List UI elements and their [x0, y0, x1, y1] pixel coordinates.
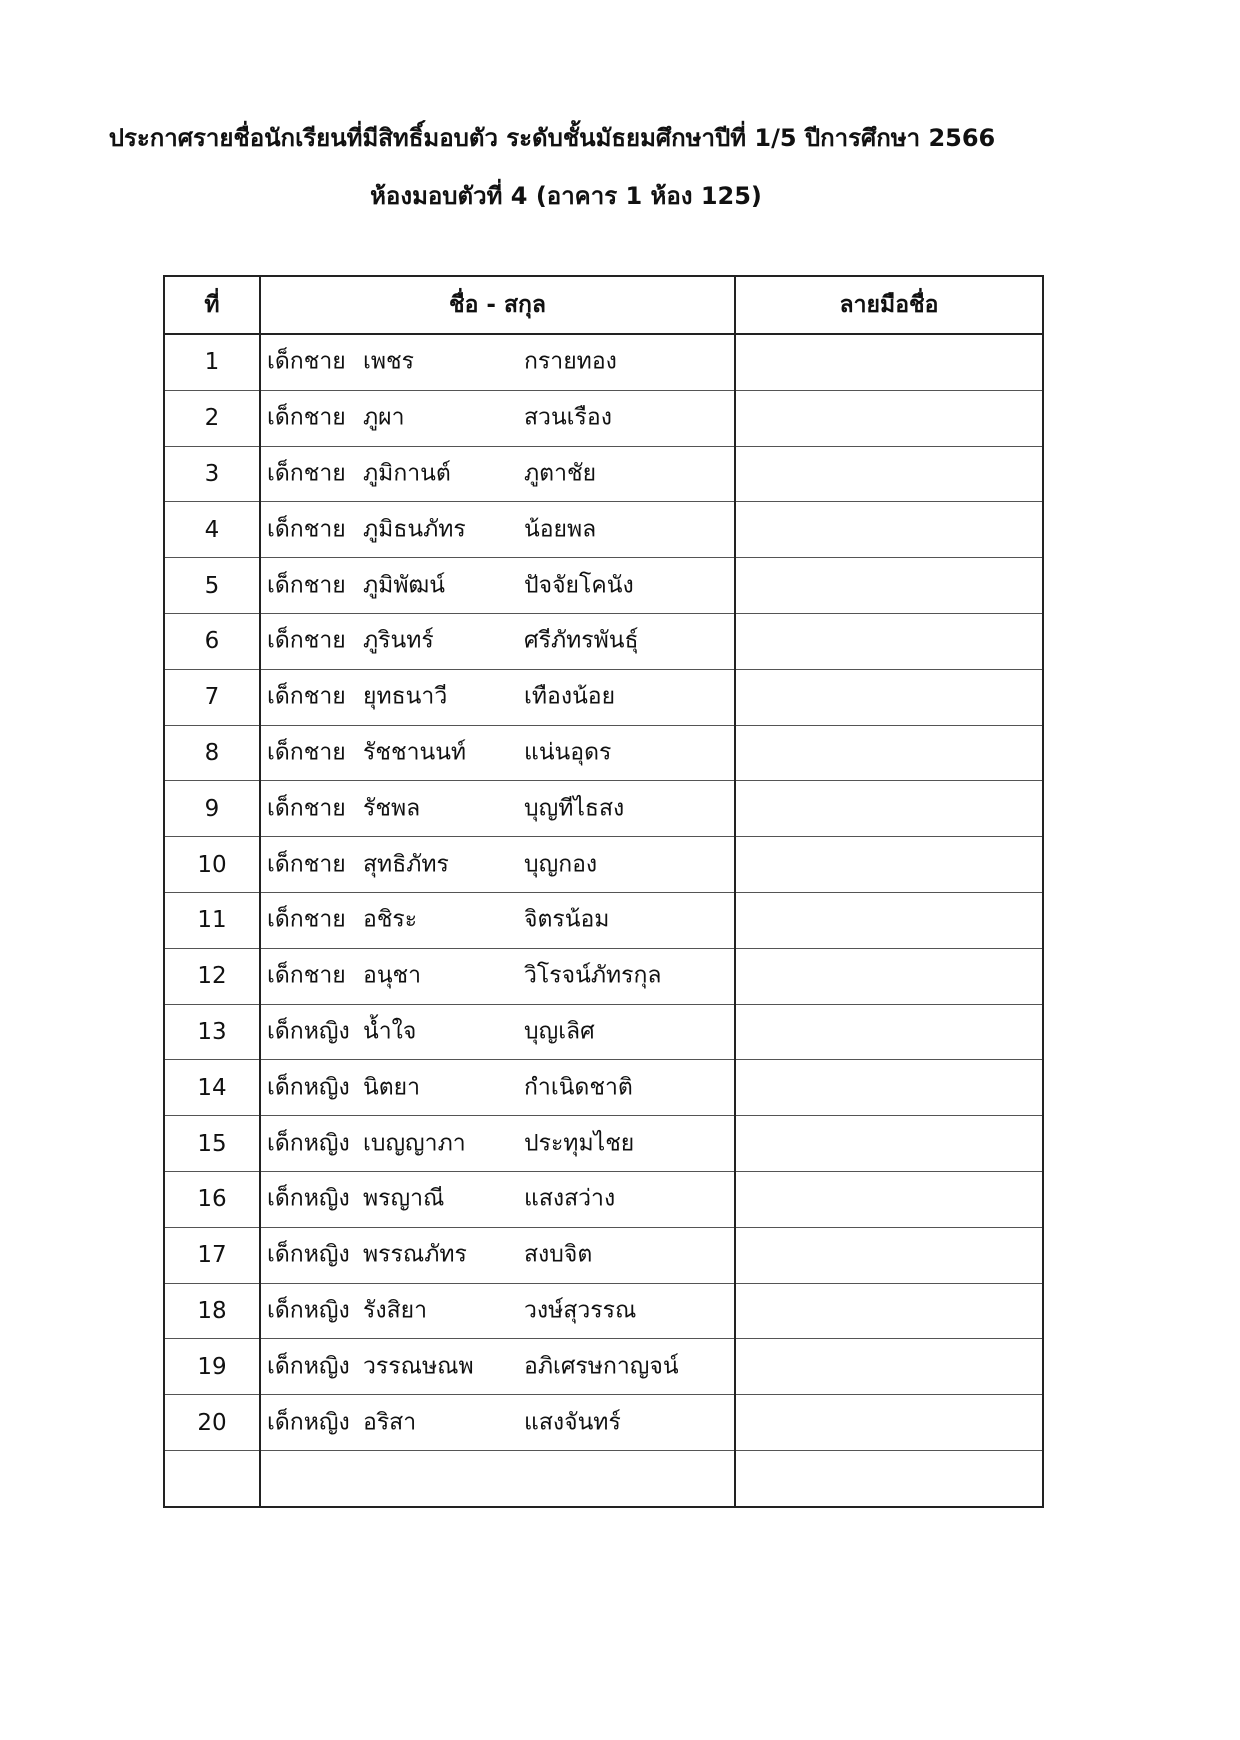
student-name-cell [260, 781, 735, 837]
row-number: 7 [164, 669, 260, 725]
first-name: ภูมิกานต์ [363, 460, 451, 487]
last-name: น้อยพล [524, 516, 597, 543]
first-name: อชิระ [363, 906, 418, 933]
first-name: เบญญาภา [363, 1129, 466, 1156]
name-prefix: เด็กชาย [267, 962, 346, 989]
last-name: ภูตาชัย [524, 460, 597, 487]
row-number: 2 [164, 390, 260, 446]
signature-field[interactable] [735, 1227, 1043, 1283]
first-name: เพชร [363, 348, 414, 375]
student-name-cell [260, 1283, 735, 1339]
last-name: แสงจันทร์ [524, 1408, 621, 1435]
student-name-cell [260, 1450, 735, 1506]
first-name: สุทธิภัทร [363, 850, 449, 877]
student-name-cell [260, 390, 735, 446]
last-name: ประทุมไชย [524, 1129, 635, 1156]
last-name: สวนเรือง [524, 404, 612, 431]
signature-field[interactable] [735, 1395, 1043, 1451]
first-name: วรรณษณพ [363, 1353, 474, 1380]
row-number: 4 [164, 502, 260, 558]
row-number: 8 [164, 725, 260, 781]
table-row [164, 613, 1043, 669]
row-number: 17 [164, 1227, 260, 1283]
table-row [164, 502, 1043, 558]
table-row [164, 1339, 1043, 1395]
last-name: วงษ์สุวรรณ [524, 1297, 637, 1324]
table-row [164, 1171, 1043, 1227]
first-name: พรญาณี [363, 1185, 445, 1212]
last-name: จิตรน้อม [524, 906, 610, 933]
table-row [164, 1395, 1043, 1451]
table-row [164, 446, 1043, 502]
last-name: แน่นอุดร [524, 739, 612, 766]
name-prefix: เด็กหญิง [267, 1353, 350, 1380]
last-name: บุญทีไธสง [524, 795, 625, 822]
first-name: อนุชา [363, 962, 422, 989]
name-prefix: เด็กชาย [267, 348, 346, 375]
last-name: กำเนิดชาติ [524, 1074, 633, 1101]
first-name: น้ำใจ [363, 1018, 417, 1045]
table-row [164, 334, 1043, 390]
last-name: เทืองน้อย [524, 683, 616, 710]
row-number [164, 1450, 260, 1506]
table-row [164, 948, 1043, 1004]
name-prefix: เด็กชาย [267, 571, 346, 598]
name-prefix: เด็กหญิง [267, 1185, 350, 1212]
student-name-cell [260, 837, 735, 893]
name-prefix: เด็กชาย [267, 739, 346, 766]
last-name: อภิเศรษกาญจน์ [524, 1353, 679, 1380]
name-prefix: เด็กชาย [267, 906, 346, 933]
table-row [164, 1283, 1043, 1339]
first-name: รัชพล [363, 795, 421, 822]
last-name: แสงสว่าง [524, 1185, 616, 1212]
name-prefix: เด็กชาย [267, 627, 346, 654]
name-prefix: เด็กหญิง [267, 1018, 350, 1045]
signature-field[interactable] [735, 725, 1043, 781]
signature-field[interactable] [735, 1116, 1043, 1172]
row-number: 13 [164, 1004, 260, 1060]
first-name: ภูรินทร์ [363, 627, 434, 654]
table-row [164, 1227, 1043, 1283]
student-name-cell [260, 1116, 735, 1172]
signature-field[interactable] [735, 502, 1043, 558]
table-row [164, 1004, 1043, 1060]
table-row [164, 669, 1043, 725]
table-row [164, 837, 1043, 893]
first-name: นิตยา [363, 1074, 421, 1101]
first-name: ภูมิพัฒน์ [363, 571, 445, 598]
signature-field[interactable] [735, 446, 1043, 502]
first-name: ภูมิธนภัทร [363, 516, 466, 543]
table-header-row [164, 276, 1043, 334]
name-prefix: เด็กชาย [267, 795, 346, 822]
header-no: ที่ [164, 276, 260, 334]
student-name-cell [260, 725, 735, 781]
first-name: อริสา [363, 1408, 417, 1435]
signature-field[interactable] [735, 781, 1043, 837]
first-name: รังสิยา [363, 1297, 428, 1324]
student-name-cell [260, 892, 735, 948]
table-row [164, 1450, 1043, 1506]
student-name-cell [260, 1339, 735, 1395]
table-row [164, 1116, 1043, 1172]
table-row [164, 892, 1043, 948]
name-prefix: เด็กหญิง [267, 1241, 350, 1268]
row-number: 11 [164, 892, 260, 948]
first-name: ยุทธนาวี [363, 683, 448, 710]
header-name: ชื่อ - สกุล [260, 276, 735, 334]
last-name: วิโรจน์ภัทรกุล [524, 962, 662, 989]
student-name-cell [260, 948, 735, 1004]
table-row [164, 1060, 1043, 1116]
row-number: 14 [164, 1060, 260, 1116]
row-number: 5 [164, 558, 260, 614]
student-name-cell [260, 669, 735, 725]
page-subtitle: ห้องมอบตัวที่ 4 (อาคาร 1 ห้อง 125) [370, 182, 762, 210]
signature-field[interactable] [735, 334, 1043, 390]
student-name-cell [260, 502, 735, 558]
first-name: ภูผา [363, 404, 405, 431]
signature-field[interactable] [735, 1339, 1043, 1395]
last-name: ศรีภัทรพันธุ์ [524, 627, 639, 654]
row-number: 16 [164, 1171, 260, 1227]
signature-field[interactable] [735, 948, 1043, 1004]
student-name-cell [260, 446, 735, 502]
signature-field[interactable] [735, 1004, 1043, 1060]
name-prefix: เด็กชาย [267, 460, 346, 487]
student-name-cell [260, 1060, 735, 1116]
signature-field[interactable] [735, 837, 1043, 893]
last-name: บุญเลิศ [524, 1018, 595, 1045]
row-number: 20 [164, 1395, 260, 1451]
name-prefix: เด็กหญิง [267, 1297, 350, 1324]
student-name-cell [260, 334, 735, 390]
signature-field[interactable] [735, 613, 1043, 669]
header-signature: ลายมือชื่อ [735, 276, 1043, 334]
signature-field[interactable] [735, 390, 1043, 446]
row-number: 10 [164, 837, 260, 893]
row-number: 3 [164, 446, 260, 502]
student-name-cell [260, 1395, 735, 1451]
roster-body [164, 334, 1043, 1507]
table-row [164, 390, 1043, 446]
row-number: 12 [164, 948, 260, 1004]
page-title: ประกาศรายชื่อนักเรียนที่มีสิทธิ์มอบตัว ระดับชั้นมัธยมศึกษาปีที่ 1/5 ปีการศึกษา 2566 [108, 124, 996, 152]
name-prefix: เด็กหญิง [267, 1074, 350, 1101]
name-prefix: เด็กชาย [267, 404, 346, 431]
student-name-cell [260, 1171, 735, 1227]
signature-field[interactable] [735, 1283, 1043, 1339]
name-prefix: เด็กชาย [267, 850, 346, 877]
first-name: พรรณภัทร [363, 1241, 467, 1268]
signature-field[interactable] [735, 1450, 1043, 1506]
signature-field[interactable] [735, 669, 1043, 725]
row-number: 9 [164, 781, 260, 837]
row-number: 15 [164, 1116, 260, 1172]
table-row [164, 781, 1043, 837]
table-row [164, 725, 1043, 781]
student-name-cell [260, 1004, 735, 1060]
name-prefix: เด็กชาย [267, 516, 346, 543]
table-row [164, 558, 1043, 614]
student-name-cell [260, 613, 735, 669]
row-number: 6 [164, 613, 260, 669]
signature-field[interactable] [735, 892, 1043, 948]
signature-field[interactable] [735, 558, 1043, 614]
last-name: สงบจิต [524, 1241, 593, 1268]
name-prefix: เด็กหญิง [267, 1129, 350, 1156]
name-prefix: เด็กหญิง [267, 1408, 350, 1435]
row-number: 19 [164, 1339, 260, 1395]
student-roster-table [163, 275, 1044, 1508]
row-number: 1 [164, 334, 260, 390]
student-name-cell [260, 1227, 735, 1283]
signature-field[interactable] [735, 1171, 1043, 1227]
first-name: รัชชานนท์ [363, 739, 467, 766]
last-name: ปัจจัยโคนัง [524, 571, 634, 598]
signature-field[interactable] [735, 1060, 1043, 1116]
last-name: กรายทอง [524, 348, 617, 375]
row-number: 18 [164, 1283, 260, 1339]
name-prefix: เด็กชาย [267, 683, 346, 710]
student-name-cell [260, 558, 735, 614]
last-name: บุญกอง [524, 850, 598, 877]
